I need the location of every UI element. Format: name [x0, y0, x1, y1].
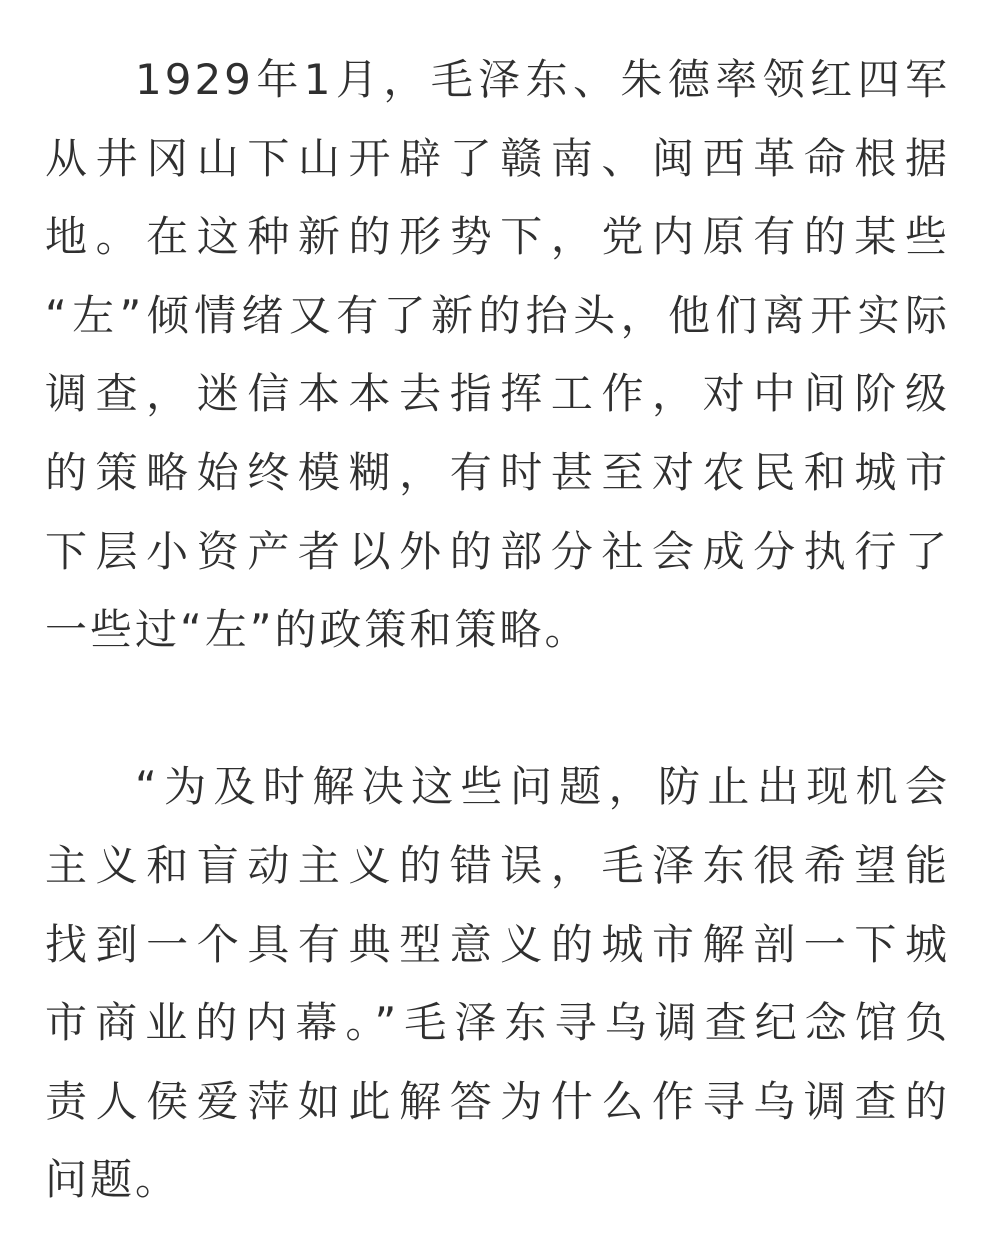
text-line: 从井冈山下山开辟了赣南、闽西革命根据	[45, 133, 950, 183]
text-line: 下层小资产者以外的部分社会成分执行了	[45, 526, 950, 576]
paragraph-1	[45, 41, 950, 670]
text-line: 调查，迷信本本去指挥工作，对中间阶级	[45, 369, 950, 419]
text-line: 市商业的内幕。”毛泽东寻乌调查纪念馆负	[45, 998, 950, 1048]
article-body	[45, 41, 950, 1220]
text-line: 1929年1月，毛泽东、朱德率领红四军	[135, 55, 950, 104]
text-line: “左”倾情绪又有了新的抬头，他们离开实际	[45, 290, 950, 340]
text-line: 找到一个具有典型意义的城市解剖一下城	[45, 919, 950, 969]
text-line: “为及时解决这些问题，防止出现机会	[135, 762, 950, 812]
text-line: 问题。	[45, 1155, 181, 1205]
paragraph-2	[45, 748, 950, 1220]
text-line: 的策略始终模糊，有时甚至对农民和城市	[45, 447, 950, 497]
text-line: 地。在这种新的形势下，党内原有的某些	[45, 212, 950, 262]
text-line: 主义和盲动主义的错误，毛泽东很希望能	[45, 840, 950, 890]
text-line: 一些过“左”的政策和策略。	[45, 605, 590, 655]
text-line: 责人侯爱萍如此解答为什么作寻乌调查的	[45, 1076, 950, 1126]
